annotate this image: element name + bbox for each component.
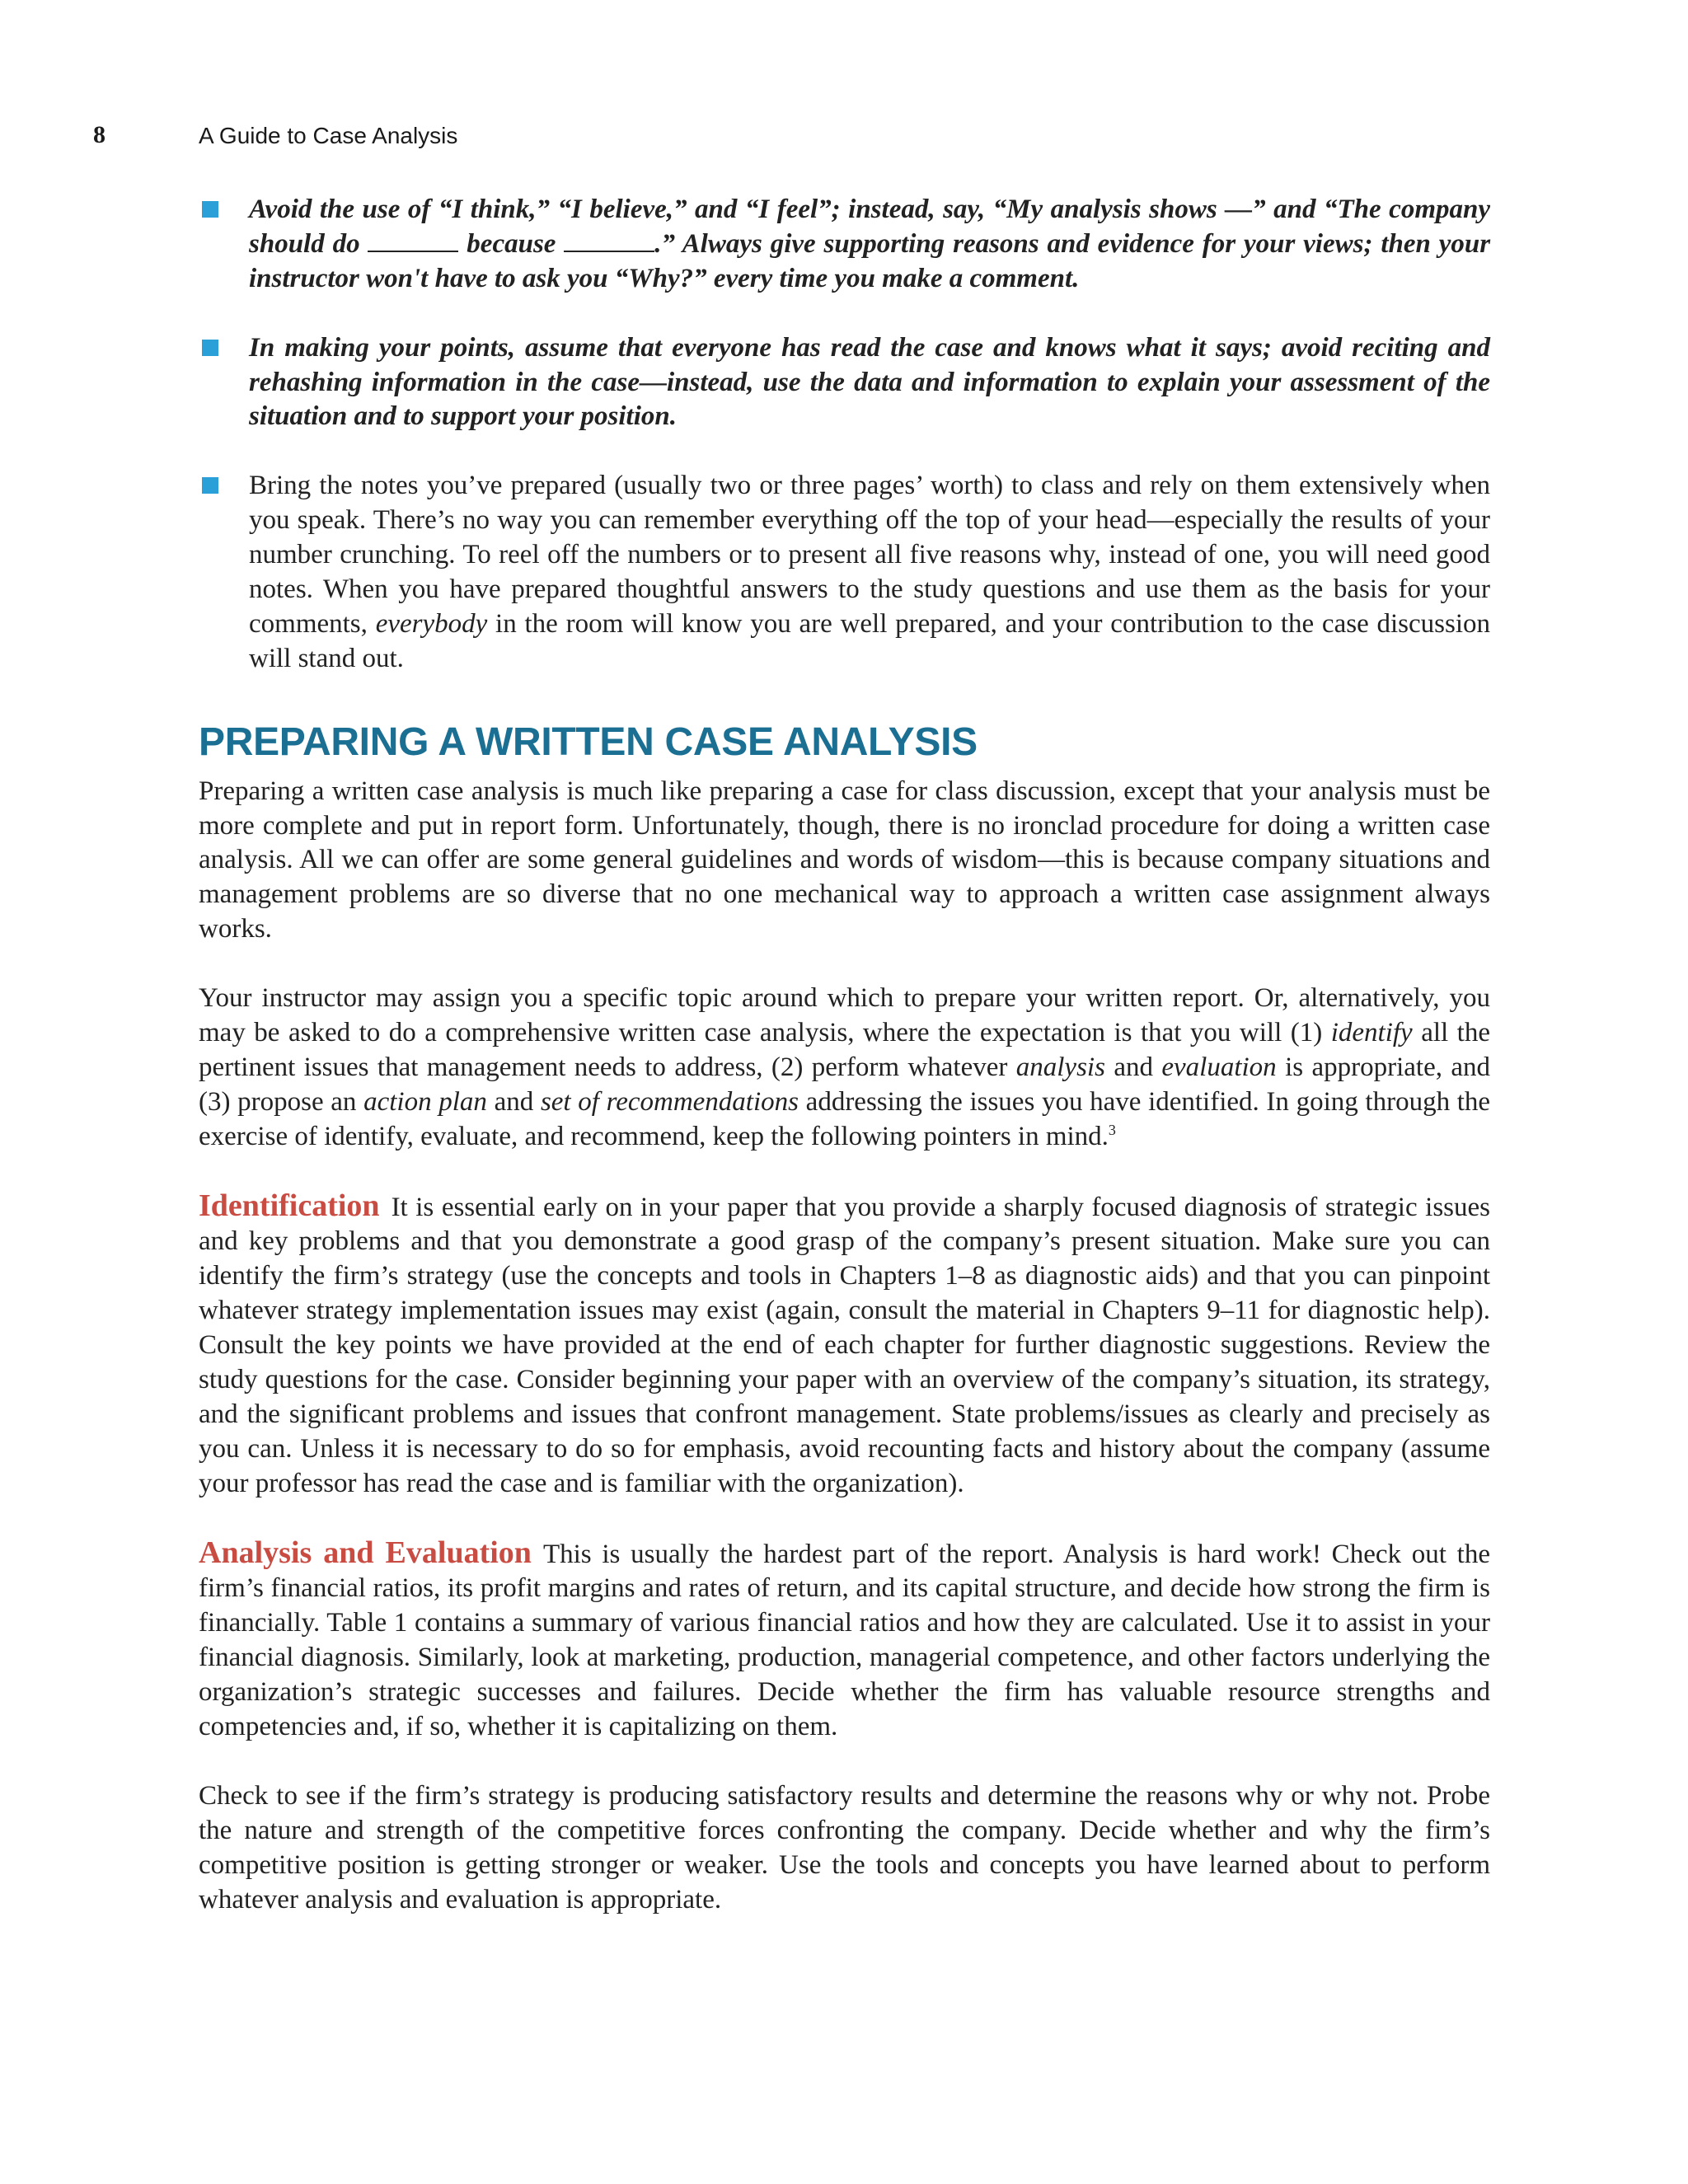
bullet-text: In making your points, assume that everyone has read the case and knows what it says; avoid reciting and rehashing information in the case—instead, use the data and information to explain your assessment of the situation and to support your position. [249, 332, 1490, 432]
identification-paragraph: Identification It is essential early on in your paper that you provide a sharply focused diagnosis of strategic issues and key problems and that you demonstrate a good grasp of the company’s present situation. Make sure you can identify the firm’s strategy (use the concepts and tools in Chapters 1–8 as diagnostic aids) and that you can pinpoint whatever strategy implementation issues may exist (again, consult the material in Chapters 9–11 for diagnostic help). Consult the key points we have provided at the end of each chapter for further diagnostic suggestions. Review the study questions for the case. Consider beginning your paper with an overview of the company’s situation, its strategy, and the significant problems and issues that confront management. State problems/issues as clearly and precisely as you can. Unless it is necessary to do so for emphasis, avoid recounting facts and history about the company (assume your professor has read the case and is familiar with the organization). [199, 1188, 1490, 1498]
footnote-marker[interactable]: 3 [1108, 1121, 1116, 1138]
paragraph: Preparing a written case analysis is much like preparing a case for class discussion, except that your analysis must be more complete and put in report form. Unfortunately, though, there is no ironclad procedure for doing a written case analysis. All we can offer are some general guidelines and words of wisdom—this is because company situations and management problems are so diverse that no one mechanical way to approach a written case assignment always works. [199, 776, 1490, 944]
bullet-item [199, 469, 1490, 676]
fill-in-blank [564, 227, 654, 252]
fill-in-blank [368, 227, 458, 252]
running-head: A Guide to Case Analysis [199, 123, 458, 148]
analysis-paragraph: Analysis and Evaluation This is usually the hardest part of the report. Analysis is hard work! Check out the firm’s financial ratios, its profit margins and rates of return, and its capital structure, and decide how strong the firm is financially. Table 1 contains a summary of various financial ratios and how they are calculated. Use it to assist in your financial diagnosis. Similarly, look at marketing, production, managerial competence, and other factors underlying the organization’s strategic successes and failures. Decide whether the firm has valuable resource strengths and competencies and, if so, whether it is capitalizing on them. [199, 1535, 1490, 1742]
bullet-text: Avoid the use of “I think,” “I believe,” and “I feel”; instead, say, “My analysis shows —” and “The company should do because .” Always give supporting reasons and evidence for your views; then your instructor won't have to ask you “Why?” every time you make a comment. [249, 194, 1491, 293]
page-content [199, 193, 1490, 1918]
page-number: 8 [93, 121, 106, 148]
bullet-item [199, 193, 1490, 297]
section-heading: PREPARING A WRITTEN CASE ANALYSIS [199, 719, 978, 764]
bullet-item [199, 331, 1490, 435]
subsection-heading: Analysis and Evaluation [199, 1535, 532, 1570]
square-bullet-icon [202, 477, 218, 494]
square-bullet-icon [202, 340, 218, 356]
bullet-text: Bring the notes you’ve prepared (usually two or three pages’ worth) to class and rely on them extensively when you speak. There’s no way you can remember everything off the top of your head—especially the results of your number crunching. To reel off the numbers or to present all five reasons why, instead of one, you will need good notes. When you have prepared thoughtful answers to the study questions and use them as the basis for your comments, everybody in the room will know you are well prepared, and your contribution to the case discussion will stand out. [249, 471, 1490, 673]
square-bullet-icon [202, 201, 218, 218]
subsection-heading: Identification [199, 1188, 380, 1223]
paragraph: Check to see if the firm’s strategy is producing satisfactory results and determine the reasons why or why not. Probe the nature and strength of the competitive forces confronting the company. Decide whether and why the firm’s competitive position is getting stronger or weaker. Use the tools and concepts you have learned about to perform whatever analysis and evaluation is appropriate. [199, 1780, 1490, 1915]
paragraph: Your instructor may assign you a specific topic around which to prepare your written report. Or, alternatively, you may be asked to do a comprehensive written case analysis, where the expectation is that you will (1) identify all the pertinent issues that management needs to address, (2) perform whatever analysis and evaluation is appropriate, and (3) propose an action plan and set of recommendations addressing the issues you have identified. In going through the exercise of identify, evaluate, and recommend, keep the following pointers in mind.$^3$ [199, 983, 1491, 1151]
